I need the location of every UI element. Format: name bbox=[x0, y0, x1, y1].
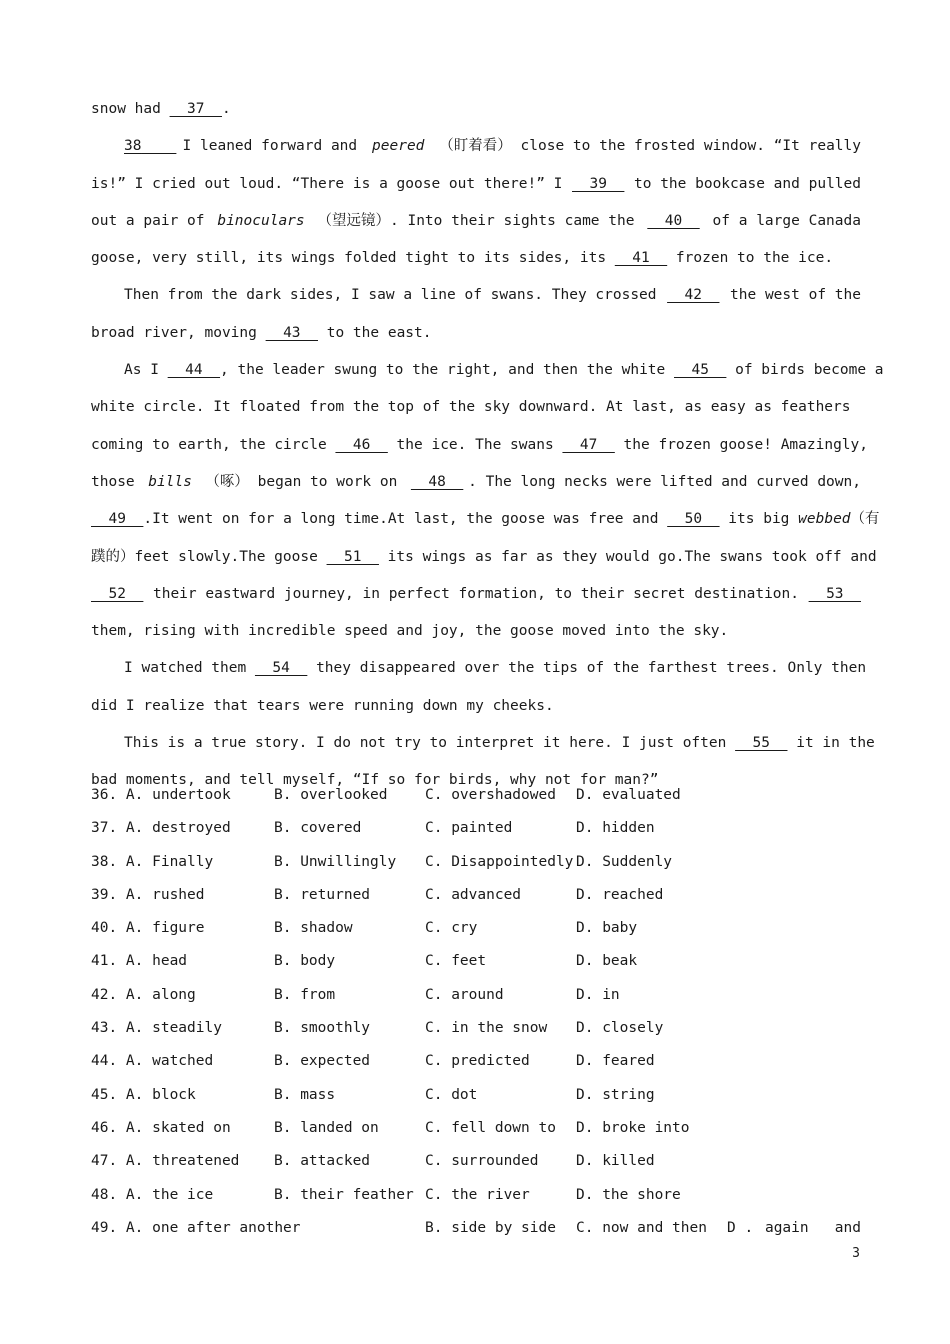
blank-40: 40 bbox=[647, 212, 700, 229]
blank-41: 41 bbox=[614, 250, 668, 267]
passage-line: did I realize that tears were running down my cheeks. bbox=[91, 697, 554, 714]
page-number: 3 bbox=[852, 1246, 860, 1261]
blank-42: 42 bbox=[667, 287, 720, 304]
passage-line: bad moments, and tell myself, “If so for birds, why not for man?” bbox=[91, 772, 659, 789]
passage-line: 52 their eastward journey, in perfect formation, to their secret destination. 53 bbox=[91, 581, 861, 618]
option-row: 40. A. figure B. shadow C. cry D. baby bbox=[91, 920, 638, 937]
blank-48: 48 bbox=[410, 473, 464, 490]
blank-46: 46 bbox=[335, 436, 388, 453]
option-row: 36. A. undertook B. overlooked C. overshadowed D. evaluated bbox=[91, 787, 681, 803]
passage-line: This is a true story. I do not try to interpret it here. I just often 55 it in the bbox=[91, 730, 861, 767]
passage-line: 49 .It went on for a long time.At last, the goose was free and 50 its big webbed （有 bbox=[91, 506, 861, 543]
blank-53: 53 bbox=[808, 585, 861, 602]
option-row: 41. A. head B. body C. feet D. beak bbox=[91, 953, 638, 970]
passage-line: white circle. It floated from the top of the sky downward. At last, as easy as feathers bbox=[91, 399, 851, 416]
passage-line: coming to earth, the circle 46 the ice. The swans 47 the frozen goose! Amazingly, bbox=[91, 432, 861, 469]
option-row: 48. A. the ice B. their feather C. the river D. the shore bbox=[91, 1186, 681, 1203]
passage-line: As I 44 , the leader swung to the right, and then the white 45 of birds become a bbox=[91, 357, 861, 394]
blank-47: 47 bbox=[562, 436, 615, 453]
passage-line: out a pair of binoculars （望远镜）. Into their sights came the 40 of a large Canada bbox=[91, 208, 861, 245]
passage-line: Then from the dark sides, I saw a line of swans. They crossed 42 the west of the bbox=[91, 282, 861, 319]
blank-43: 43 bbox=[265, 324, 318, 341]
passage-line: I watched them 54 they disappeared over the tips of the farthest trees. Only then bbox=[91, 655, 861, 692]
passage-line: goose, very still, its wings folded tight to its sides, its 41 frozen to the ice. bbox=[91, 245, 861, 282]
passage-line: broad river, moving 43 to the east. bbox=[91, 320, 861, 357]
option-row: 46. A. skated on B. landed on C. fell down to D. broke into bbox=[91, 1119, 690, 1136]
passage-line: 38 I leaned forward and peered （盯着看） close to the frosted window. “It really bbox=[91, 133, 861, 170]
blank-38: 38 bbox=[124, 138, 142, 155]
option-row: 37. A. destroyed B. covered C. painted D. hidden bbox=[91, 820, 655, 837]
blank-50: 50 bbox=[667, 511, 720, 528]
option-row: 39. A. rushed B. returned C. advanced D. reached bbox=[91, 886, 664, 903]
option-row: 49. A. one after another B. side by side C. now and then D . again and bbox=[91, 1219, 861, 1236]
option-row: 45. A. block B. mass C. dot D. string bbox=[91, 1086, 655, 1103]
passage-line: snow had 37 . bbox=[91, 96, 861, 133]
blank-49: 49 bbox=[91, 511, 144, 528]
option-row: 44. A. watched B. expected C. predicted D. feared bbox=[91, 1053, 655, 1070]
option-row: 43. A. steadily B. smoothly C. in the snow D. closely bbox=[91, 1020, 664, 1037]
answer-options bbox=[91, 783, 861, 1249]
option-row: 47. A. threatened B. attacked C. surrounded D. killed bbox=[91, 1153, 655, 1170]
passage-line: is!” I cried out loud. “There is a goose out there!” I 39 to the bookcase and pulled bbox=[91, 171, 861, 208]
blank-55: 55 bbox=[735, 735, 788, 752]
passage-line: them, rising with incredible speed and joy, the goose moved into the sky. bbox=[91, 623, 729, 640]
blank-45: 45 bbox=[674, 362, 727, 379]
blank-51: 51 bbox=[326, 548, 379, 565]
option-row: 42. A. along B. from C. around D. in bbox=[91, 986, 620, 1003]
blank-37: 37 bbox=[169, 101, 222, 117]
passage-line: those bills （啄） began to work on 48 . The long necks were lifted and curved down, bbox=[91, 469, 861, 506]
blank-44: 44 bbox=[167, 362, 221, 379]
passage bbox=[91, 96, 884, 805]
blank-54: 54 bbox=[254, 660, 308, 677]
blank-52: 52 bbox=[91, 585, 144, 602]
blank-39: 39 bbox=[572, 175, 625, 192]
option-row: 38. A. Finally B. Unwillingly C. Disappointedly D. Suddenly bbox=[91, 853, 673, 870]
passage-line: 蹼的）feet slowly.The goose 51 its wings as far as they would go.The swans took off and bbox=[91, 544, 861, 581]
